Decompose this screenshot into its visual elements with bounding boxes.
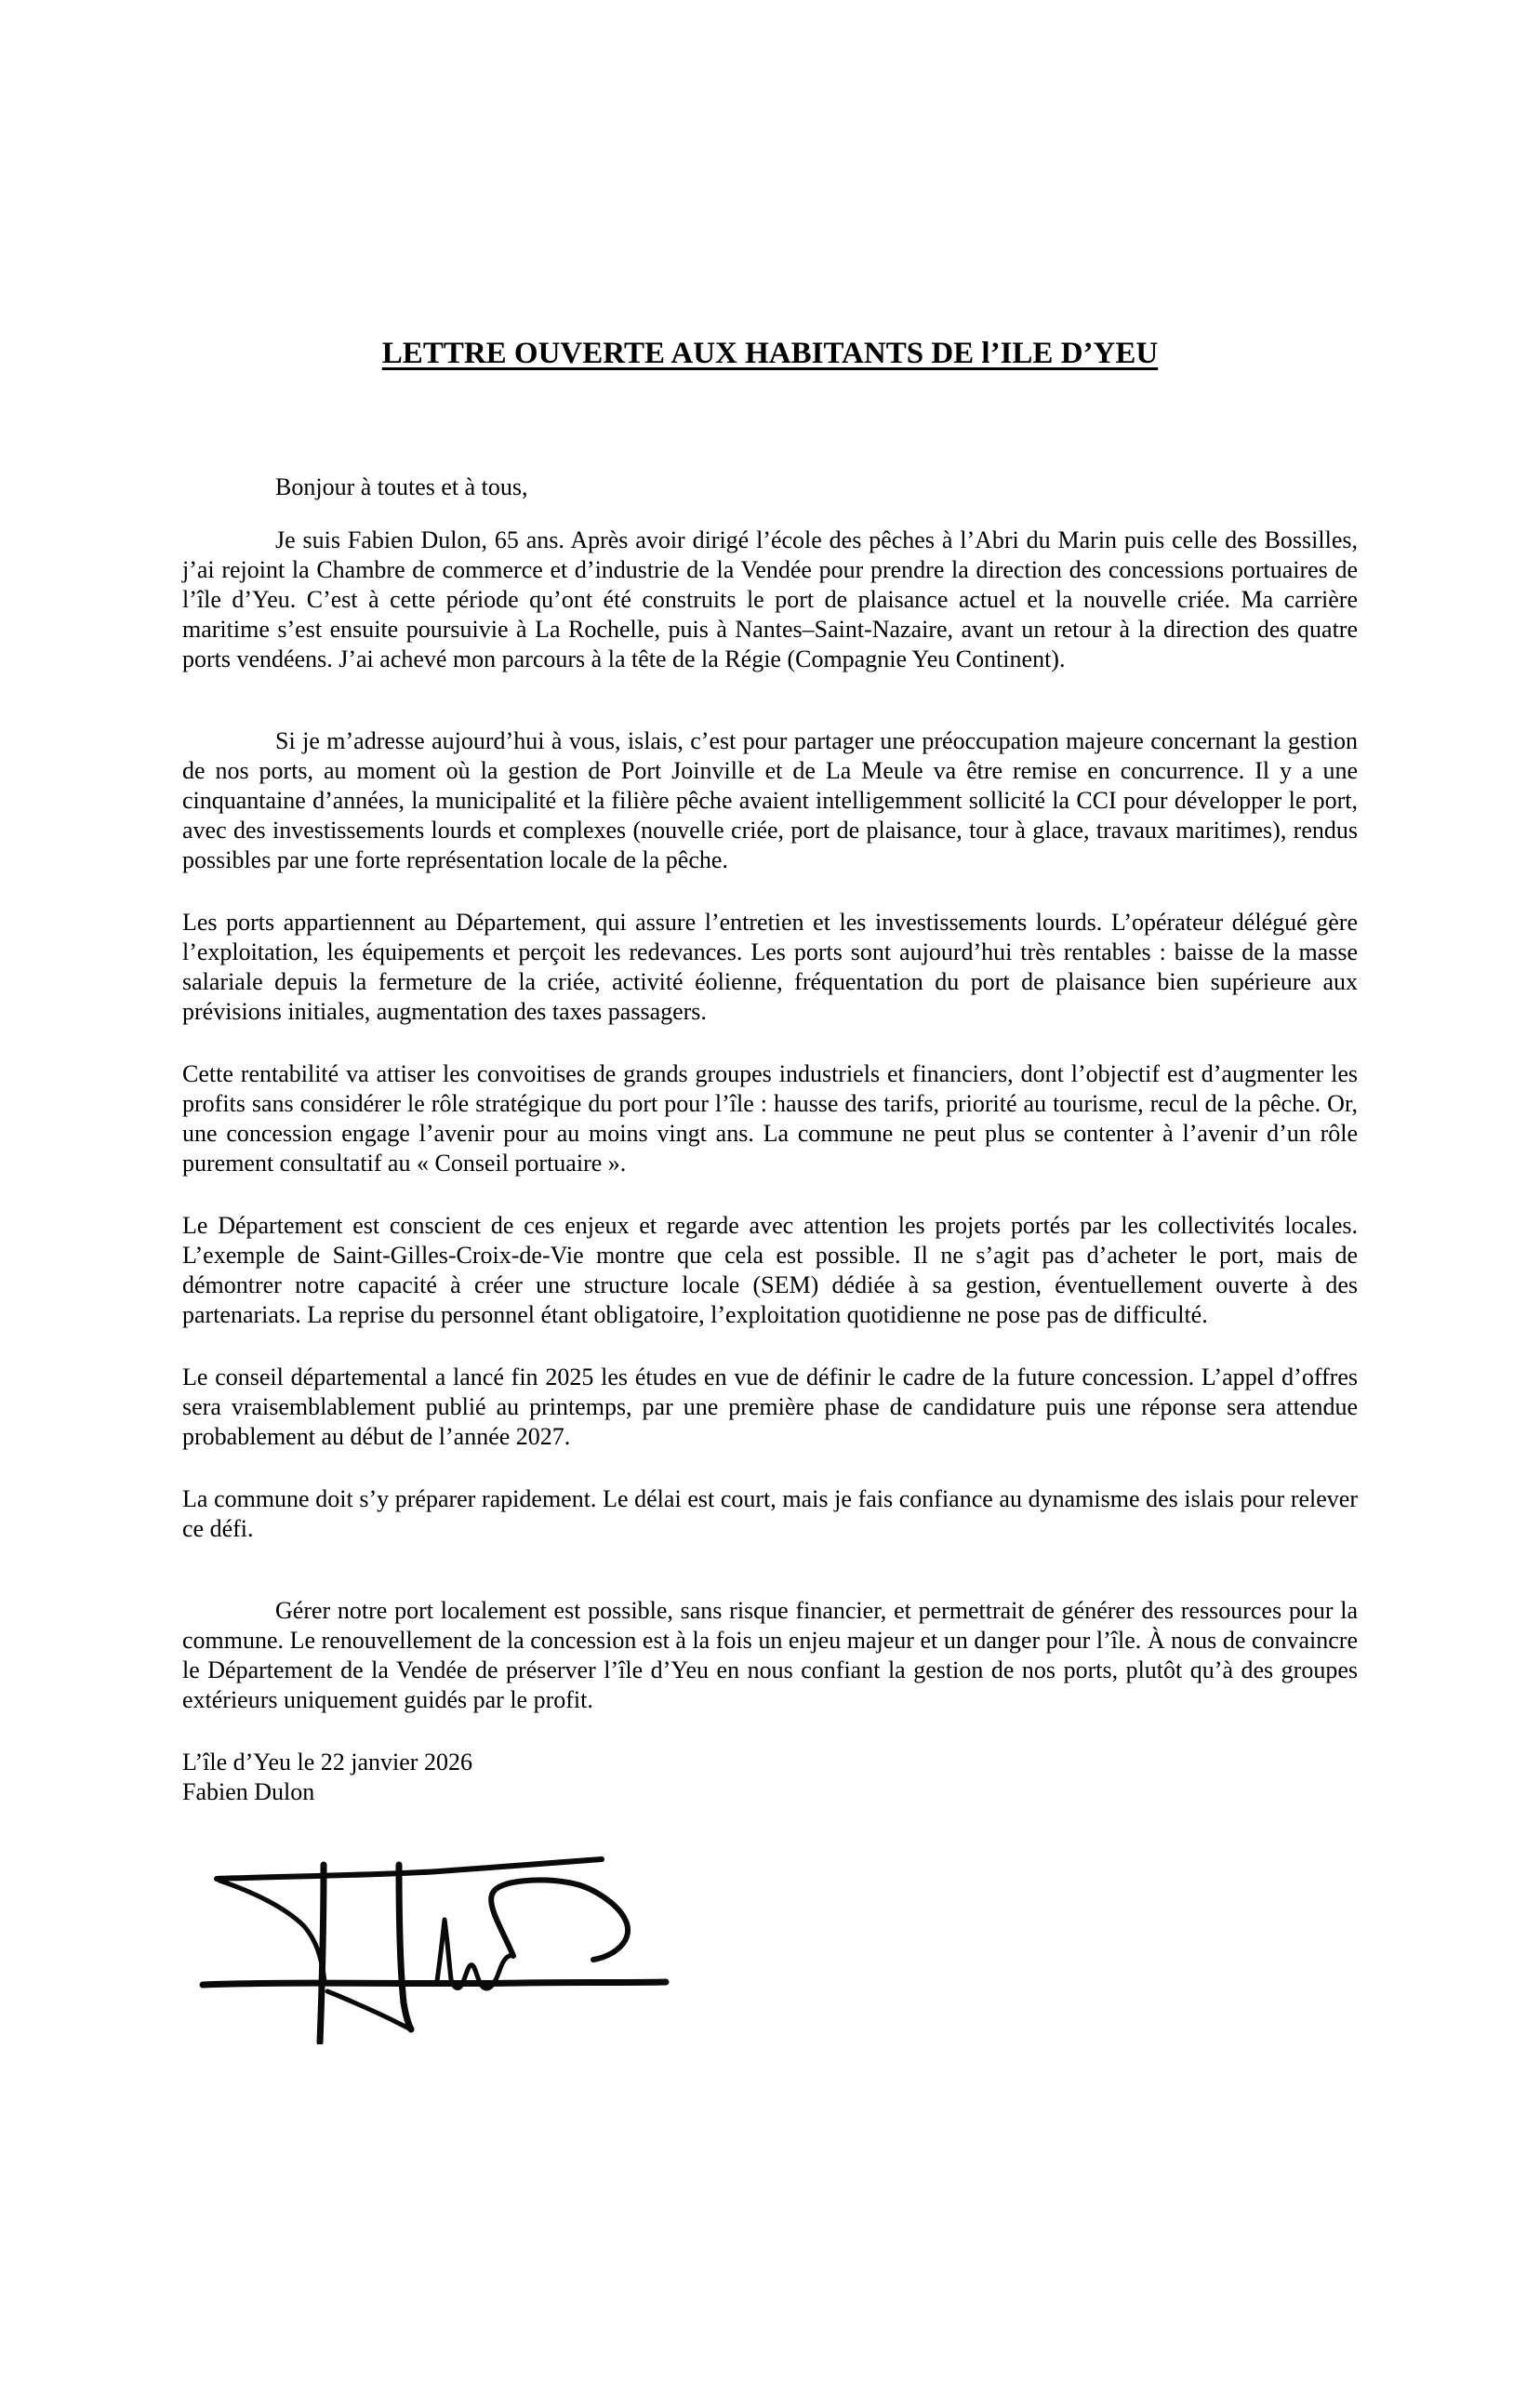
letter-greeting: Bonjour à toutes et à tous,: [275, 473, 528, 500]
letter-paragraph: Le conseil départemental a lancé fin 2025 les études en vue de définir le cadre de la future concession. L’appel d’offres sera vraisemblablement publié au printemps, par une première phase de candidature puis une réponse sera attendue probablement au début de l’année 2027.: [182, 1363, 1358, 1450]
letter-paragraph: Gérer notre port localement est possible, sans risque financier, et permettrait de générer des ressources pour la commune. Le renouvellement de la concession est à la fois un enjeu majeur et un danger pour l’île. À nous de convaincre le Département de la Vendée de préserver l’île d’Yeu en nous confiant la gestion de nos ports, plutôt qu’à des groupes extérieurs uniquement guidés par le profit.: [182, 1597, 1358, 1713]
letter-paragraph: Le Département est conscient de ces enjeux et regarde avec attention les projets portés par les collectivités locales. L’exemple de Saint-Gilles-Croix-de-Vie montre que cela est possible. Il ne s’agit pas d’acheter le port, mais de démontrer notre capacité à créer une structure locale (SEM) dédiée à sa gestion, éventuellement ouverte à des partenariats. La reprise du personnel étant obligatoire, l’exploitation quotidienne ne pose pas de difficulté.: [182, 1212, 1358, 1328]
signature-svg: [197, 1854, 671, 2044]
letter-paragraph: Si je m’adresse aujourd’hui à vous, islais, c’est pour partager une préoccupation majeure concernant la gestion de nos ports, au moment où la gestion de Port Joinville et de La Meule va être remise en concurrence. Il y a une cinquantaine d’années, la municipalité et la filière pêche avaient intelligemment sollicité la CCI pour développer le port, avec des investissements lourds et complexes (nouvelle criée, port de plaisance, tour à glace, travaux maritimes), rendus possibles par une forte représentation locale de la pêche.: [182, 727, 1358, 873]
signature-image: [197, 1854, 671, 2044]
letter-paragraph: Cette rentabilité va attiser les convoitises de grands groupes industriels et financiers, dont l’objectif est d’augmenter les profits sans considérer le rôle stratégique du port pour l’île : hausse des tarifs, priorité au tourisme, recul de la pêche. Or, une concession engage l’avenir pour au moins vingt ans. La commune ne peut plus se contenter à l’avenir d’un rôle purement consultatif au « Conseil portuaire ».: [182, 1060, 1358, 1177]
letter-paragraph: Je suis Fabien Dulon, 65 ans. Après avoir dirigé l’école des pêches à l’Abri du Marin puis celle des Bossilles, j’ai rejoint la Chambre de commerce et d’industrie de la Vendée pour prendre la direction des concessions portuaires de l’île d’Yeu. C’est à cette période qu’ont été construits le port de plaisance actuel et la nouvelle criée. Ma carrière maritime s’est ensuite poursuivie à La Rochelle, puis à Nantes–Saint-Nazaire, avant un retour à la direction des quatre ports vendéens. J’ai achevé mon parcours à la tête de la Régie (Compagnie Yeu Continent).: [182, 526, 1358, 672]
letter-dateline: L’île d’Yeu le 22 janvier 2026: [182, 1749, 472, 1776]
letter-paragraph: La commune doit s’y préparer rapidement. Le délai est court, mais je fais confiance au dynamisme des islais pour relever ce défi.: [182, 1485, 1358, 1542]
letter-content: [0, 335, 1540, 2044]
letter-title: LETTRE OUVERTE AUX HABITANTS DE l’ILE D’YEU: [381, 337, 1159, 370]
signer-name: Fabien Dulon: [182, 1778, 315, 1805]
letter-paragraph: Les ports appartiennent au Département, qui assure l’entretien et les investissements lourds. L’opérateur délégué gère l’exploitation, les équipements et perçoit les redevances. Les ports sont aujourd’hui très rentables : baisse de la masse salariale depuis la fermeture de la criée, activité éolienne, fréquentation du port de plaisance bien supérieure aux prévisions initiales, augmentation des taxes passagers.: [182, 909, 1358, 1025]
